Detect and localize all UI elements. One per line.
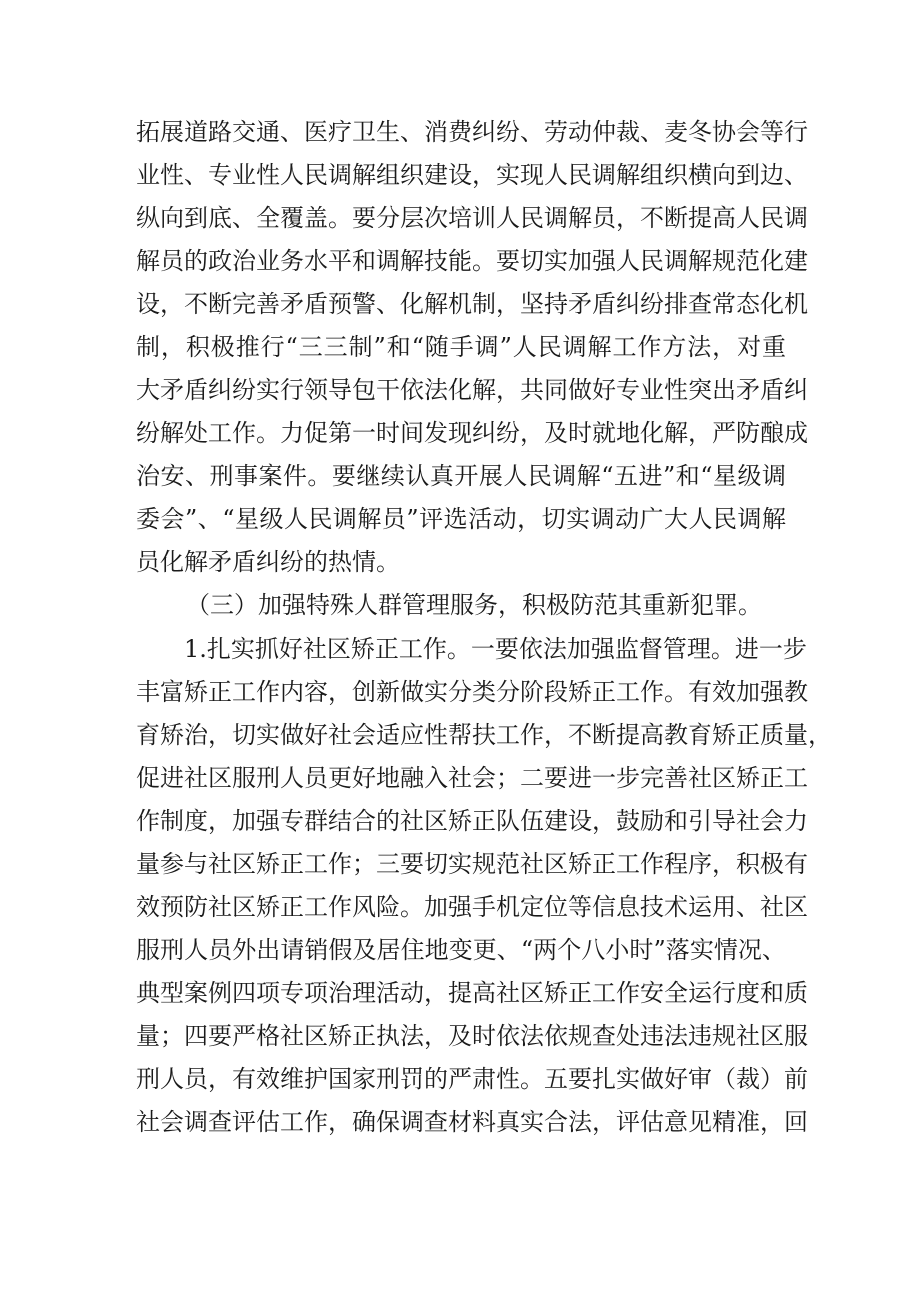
body-text-line: 员化解矛盾纠纷的热情。 (136, 548, 400, 576)
body-text-line: 解员的政治业务水平和调解技能。要切实加强人民调解规范化建 (136, 247, 808, 275)
body-text-line: 作制度，加强专群结合的社区矫正队伍建设，鼓励和引导社会力 (136, 807, 808, 835)
body-text-line: 纵向到底、全覆盖。要分层次培训人民调解员，不断提高人民调 (136, 204, 808, 232)
body-text-line: 服刑人员外出请销假及居住地变更、“两个八小时”落实情况、 (136, 936, 786, 964)
body-text-line: 效预防社区矫正工作风险。加强手机定位等信息技术运用、社区 (136, 893, 808, 921)
body-text-line: 促进社区服刑人员更好地融入社会；二要进一步完善社区矫正工 (136, 764, 808, 792)
body-text-line: 大矛盾纠纷实行领导包干依法化解，共同做好专业性突出矛盾纠 (136, 376, 808, 404)
body-text-line: 拓展道路交通、医疗卫生、消费纠纷、劳动仲裁、麦冬协会等行 (136, 118, 808, 146)
body-text-line: 业性、专业性人民调解组织建设，实现人民调解组织横向到边、 (136, 161, 808, 189)
body-text-line: 刑人员，有效维护国家刑罚的严肃性。五要扎实做好审（裁）前 (136, 1065, 808, 1093)
paragraph-first-line: 1.扎实抓好社区矫正工作。一要依法加强监督管理。进一步 (184, 635, 807, 663)
body-text-line: 典型案例四项专项治理活动，提高社区矫正工作安全运行度和质 (136, 979, 808, 1007)
body-text-line: 量参与社区矫正工作；三要切实规范社区矫正工作程序，积极有 (136, 850, 808, 878)
body-text-line: 量；四要严格社区矫正执法，及时依法依规查处违法违规社区服 (136, 1022, 808, 1050)
body-text-line: 委会”、“星级人民调解员”评选活动，切实调动广大人民调解 (136, 505, 786, 533)
body-text-line: 社会调查评估工作，确保调查材料真实合法，评估意见精准，回 (136, 1108, 808, 1136)
body-text-line: 设，不断完善矛盾预警、化解机制，坚持矛盾纠纷排查常态化机 (136, 290, 808, 318)
body-text-line: 制，积极推行“三三制”和“随手调”人民调解工作方法，对重 (136, 333, 786, 361)
section-heading: （三）加强特殊人群管理服务，积极防范其重新犯罪。 (186, 591, 762, 619)
body-text-line: 纷解处工作。力促第一时间发现纠纷，及时就地化解，严防酿成 (136, 419, 808, 447)
body-text-line: 丰富矫正工作内容，创新做实分类分阶段矫正工作。有效加强教 (136, 678, 808, 706)
body-text-line: 治安、刑事案件。要继续认真开展人民调解“五进”和“星级调 (136, 462, 786, 490)
body-text-line: 育矫治，切实做好社会适应性帮扶工作，不断提高教育矫正质量， (136, 721, 832, 749)
